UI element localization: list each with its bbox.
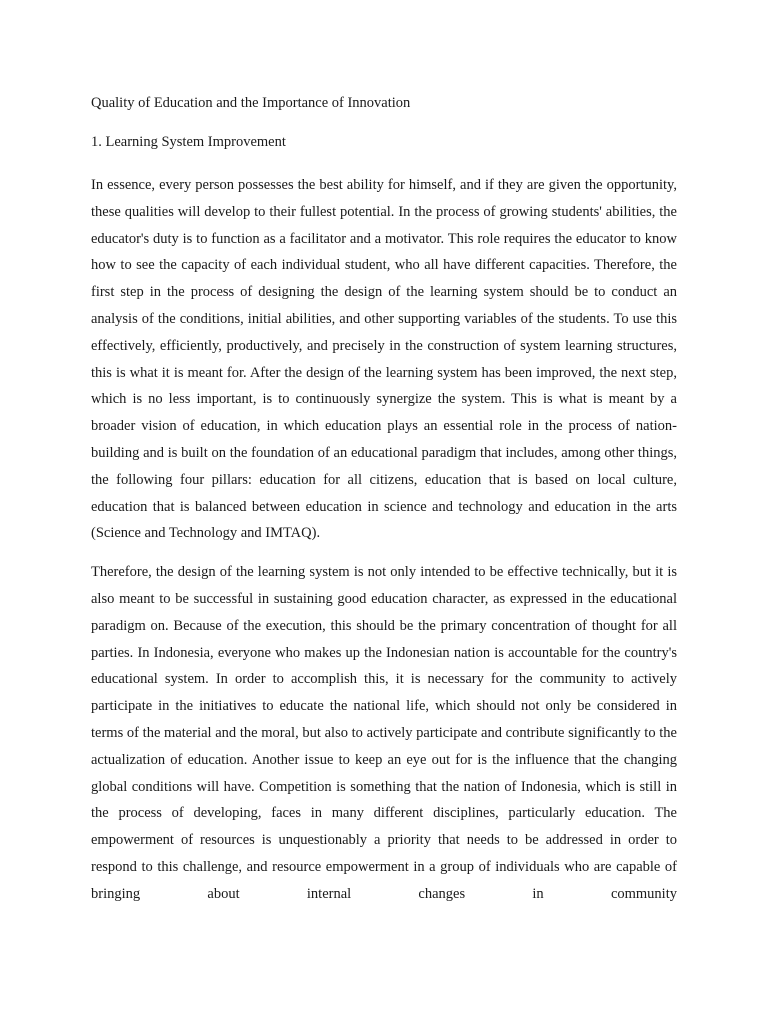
document-page [91, 93, 677, 920]
paragraph-1: In essence, every person possesses the best ability for himself, and if they are given the opportunity, these qualities will develop to their fullest potential. In the process of growing students' abilities, the educator's duty is to function as a facilitator and a motivator. This role requires the educator to know how to see the capacity of each individual student, who all have different capacities. Therefore, the first step in the process of designing the design of the learning system should be to conduct an analysis of the conditions, initial abilities, and other supporting variables of the students. To use this effectively, efficiently, productively, and precisely in the construction of system learning structures, this is what it is meant for. After the design of the learning system has been improved, the next step, which is no less important, is to continuously synergize the system. This is what is meant by a broader vision of education, in which education plays an essential role in the process of nation-building and is built on the foundation of an educational paradigm that includes, among other things, the following four pillars: education for all citizens, education that is based on local culture, education that is balanced between education in science and technology and education in the arts (Science and Technology and IMTAQ). [91, 177, 677, 542]
document-title: Quality of Education and the Importance of Innovation [91, 95, 411, 111]
paragraph-2: Therefore, the design of the learning system is not only intended to be effective technically, but it is also meant to be successful in sustaining good education character, as expressed in the educational paradigm on. Because of the execution, this should be the primary concentration of thought for all parties. In Indonesia, everyone who makes up the Indonesian nation is accountable for the country's educational system. In order to accomplish this, it is necessary for the community to actively participate in the initiatives to educate the national life, which should not only be considered in terms of the material and the moral, but also to actively participate and contribute significantly to the actualization of education. Another issue to keep an eye out for is the influence that the changing global conditions will have. Competition is something that the nation of Indonesia, which is still in the process of developing, faces in many different disciplines, particularly education. The empowerment of resources is unquestionably a priority that needs to be addressed in order to respond to this challenge, and resource empowerment in a group of individuals who are capable of bringing about internal changes in community [91, 564, 677, 902]
section-heading: 1. Learning System Improvement [91, 134, 286, 150]
